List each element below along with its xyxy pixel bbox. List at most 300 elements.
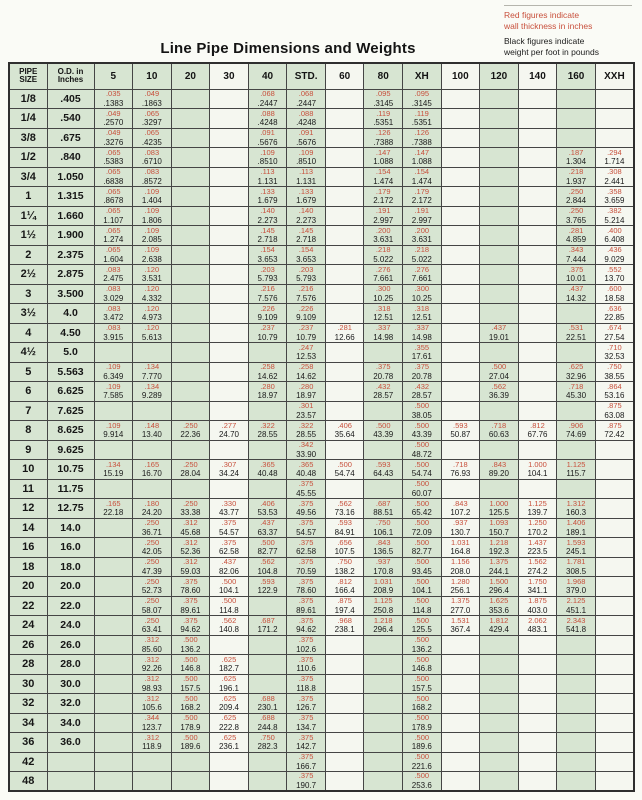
cell-r4-s140	[518, 167, 557, 187]
cell-r20-s160	[557, 479, 596, 499]
wall-thickness-value: .687	[260, 615, 275, 625]
cell-r34-std	[287, 752, 326, 772]
wall-thickness-value: .375	[298, 479, 314, 488]
pipe-size-value: 26	[9, 635, 47, 655]
cell-r35-s10	[133, 772, 172, 792]
wall-thickness-value: .375	[298, 732, 314, 742]
wall-thickness-value: .250	[183, 459, 198, 469]
cell-r20-s20	[171, 479, 210, 499]
weight-value: 47.39	[141, 566, 162, 576]
cell-r30-std	[287, 674, 326, 694]
cell-r32-xxh	[595, 713, 634, 733]
cell-r28-xxh	[595, 635, 634, 655]
wall-thickness-value: .237	[298, 323, 314, 332]
cell-r20-std	[287, 479, 326, 499]
cell-r2-s10	[133, 128, 172, 148]
wall-thickness-value: .109	[298, 147, 314, 157]
wall-thickness-value: .312	[144, 693, 160, 703]
cell-r21-s60	[325, 499, 364, 519]
wall-thickness-value: 1.375	[489, 557, 509, 566]
cell-r5-std	[287, 187, 326, 207]
cell-r4-s120	[480, 167, 519, 187]
cell-r0-s60	[325, 89, 364, 109]
table-row	[9, 382, 634, 402]
cell-r19-s140	[518, 460, 557, 480]
cell-r7-s10	[133, 226, 172, 246]
weight-value: .3145	[373, 98, 394, 108]
weight-value: .5676	[296, 137, 317, 147]
cell-r3-xh	[403, 148, 442, 168]
cell-r11-xh	[403, 304, 442, 324]
cell-r9-std	[287, 265, 326, 285]
wall-thickness-value: .968	[337, 615, 352, 625]
cell-r10-s140	[518, 284, 557, 304]
weight-value: 23.57	[296, 410, 317, 420]
wall-thickness-value: .088	[298, 108, 314, 118]
cell-r17-s140	[518, 421, 557, 441]
weight-value: 5.022	[373, 254, 394, 264]
wall-thickness-value: .247	[298, 342, 314, 352]
wall-thickness-value: 1.562	[528, 557, 547, 566]
weight-value: 114.8	[219, 605, 239, 615]
cell-r6-s80	[364, 206, 403, 226]
cell-r28-s100	[441, 635, 480, 655]
cell-r33-std	[287, 733, 326, 753]
od-value: 9.625	[47, 440, 94, 460]
wall-thickness-value: .165	[144, 459, 160, 469]
weight-value: 50.87	[450, 430, 471, 439]
table-body	[9, 89, 634, 791]
cell-r35-s140	[518, 772, 557, 792]
cell-r31-s30	[210, 694, 249, 714]
cell-r14-s5	[94, 362, 133, 382]
cell-r27-xxh	[595, 616, 634, 636]
weight-value: 2.997	[373, 215, 394, 225]
wall-thickness-value: .147	[414, 147, 430, 157]
wall-thickness-value: .276	[375, 264, 391, 274]
cell-r32-s20	[171, 713, 210, 733]
weight-value: 40.48	[296, 469, 317, 478]
pipe-size-value: 1/8	[9, 89, 47, 109]
weight-value: 136.5	[373, 547, 394, 556]
cell-r35-s30	[210, 772, 249, 792]
wall-thickness-value: .375	[298, 693, 314, 703]
table-row	[9, 616, 634, 636]
wall-thickness-value: .375	[221, 537, 237, 547]
cell-r27-s140	[518, 616, 557, 636]
weight-value: 40.48	[257, 469, 278, 478]
weight-value: 107.5	[334, 547, 355, 556]
cell-r2-xxh	[595, 128, 634, 148]
cell-r20-s60	[325, 479, 364, 499]
weight-value: 43.77	[218, 508, 239, 517]
weight-value: 43.39	[411, 430, 432, 439]
weight-value: 136.2	[180, 644, 201, 654]
cell-r5-s160	[557, 187, 596, 207]
wall-thickness-value: .500	[414, 693, 430, 703]
weight-value: 62.58	[218, 547, 239, 556]
cell-r24-s5	[94, 557, 133, 577]
table-row	[9, 460, 634, 480]
wall-thickness-value: .049	[105, 128, 121, 137]
weight-value: 110.6	[296, 664, 316, 673]
cell-r12-std	[287, 323, 326, 343]
cell-r11-s60	[325, 304, 364, 324]
cell-r23-s10	[133, 538, 172, 558]
table-row	[9, 596, 634, 616]
weight-value: .1383	[103, 98, 124, 108]
cell-r29-s40	[248, 655, 287, 675]
weight-value: 38.05	[411, 410, 432, 420]
od-value: .405	[47, 89, 94, 109]
weight-value: .3276	[103, 137, 124, 147]
cell-r24-s20	[171, 557, 210, 577]
wall-thickness-value: .140	[298, 206, 314, 215]
cell-r17-s60	[325, 421, 364, 441]
cell-r23-xh	[403, 538, 442, 558]
cell-r25-s10	[133, 577, 172, 597]
wall-thickness-value: .500	[183, 732, 198, 742]
wall-thickness-value: 1.375	[450, 596, 470, 605]
cell-r4-xxh	[595, 167, 634, 187]
weight-value: 82.77	[257, 547, 278, 556]
wall-thickness-value: .120	[144, 264, 160, 274]
cell-r31-s80	[364, 694, 403, 714]
pipe-size-value: 20	[9, 577, 47, 597]
weight-value: 10.25	[373, 293, 394, 303]
cell-r4-s160	[557, 167, 596, 187]
cell-r27-std	[287, 616, 326, 636]
wall-thickness-value: .375	[298, 518, 314, 527]
cell-r11-s120	[480, 304, 519, 324]
wall-thickness-value: .500	[375, 420, 391, 430]
cell-r29-s60	[325, 655, 364, 675]
cell-r18-s10	[133, 440, 172, 460]
cell-r6-s60	[325, 206, 364, 226]
weight-value: 27.04	[488, 371, 509, 381]
cell-r28-s60	[325, 635, 364, 655]
cell-r25-std	[287, 577, 326, 597]
cell-r13-s20	[171, 343, 210, 363]
wall-thickness-value: .322	[260, 420, 275, 430]
wall-thickness-value: .083	[105, 264, 121, 274]
wall-thickness-value: .500	[414, 401, 430, 410]
weight-value: 3.631	[411, 235, 432, 244]
weight-value: 63.37	[257, 527, 278, 537]
od-value: 4.0	[47, 304, 94, 324]
cell-r16-s30	[210, 401, 249, 421]
cell-r12-s60	[325, 323, 364, 343]
cell-r12-s140	[518, 323, 557, 343]
cell-r27-s10	[133, 616, 172, 636]
weight-value: 24.70	[218, 430, 239, 439]
cell-r23-s120	[480, 538, 519, 558]
weight-value: 89.61	[180, 605, 201, 615]
cell-r5-s10	[133, 187, 172, 207]
cell-r14-xxh	[595, 362, 634, 382]
cell-r34-s20	[171, 752, 210, 772]
cell-r29-s160	[557, 655, 596, 675]
weight-value: 45.55	[296, 488, 317, 498]
weight-value: 142.7	[296, 742, 317, 751]
od-value: 32.0	[47, 694, 94, 714]
cell-r9-xxh	[595, 265, 634, 285]
cell-r9-s100	[441, 265, 480, 285]
weight-value: 27.54	[604, 332, 625, 342]
weight-value: 85.60	[141, 644, 162, 654]
weight-value: 1.714	[604, 157, 625, 166]
cell-r22-s10	[133, 518, 172, 538]
wall-thickness-value: .065	[105, 147, 121, 157]
wall-thickness-value: .625	[221, 693, 237, 703]
cell-r29-s30	[210, 655, 249, 675]
weight-value: 2.475	[103, 274, 124, 283]
cell-r11-s5	[94, 304, 133, 324]
cell-r9-s140	[518, 265, 557, 285]
weight-value: 166.7	[296, 761, 317, 771]
wall-thickness-value: .250	[144, 518, 160, 527]
weight-value: 7.661	[373, 274, 394, 283]
wall-thickness-value: .750	[260, 732, 275, 742]
table-row	[9, 538, 634, 558]
cell-r16-s20	[171, 401, 210, 421]
cell-r19-std	[287, 460, 326, 480]
weight-value: 164.8	[450, 547, 471, 556]
cell-r0-s5	[94, 89, 133, 109]
cell-r32-s100	[441, 713, 480, 733]
cell-r6-s5	[94, 206, 133, 226]
wall-thickness-value: .250	[568, 206, 584, 215]
cell-r18-s100	[441, 440, 480, 460]
wall-thickness-value: .119	[376, 108, 391, 118]
cell-r1-s100	[441, 109, 480, 129]
cell-r6-s100	[441, 206, 480, 226]
cell-r15-s40	[248, 382, 287, 402]
cell-r26-xxh	[595, 596, 634, 616]
wall-thickness-value: .500	[414, 635, 430, 644]
weight-value: 253.6	[411, 780, 432, 790]
cell-r10-s10	[133, 284, 172, 304]
cell-r25-s20	[171, 577, 210, 597]
weight-value: .5676	[257, 137, 278, 147]
weight-value: 222.8	[218, 722, 239, 732]
weight-value: .8510	[257, 157, 278, 166]
cell-r20-s120	[480, 479, 519, 499]
weight-value: 125.5	[411, 625, 432, 634]
wall-thickness-value: .065	[144, 108, 160, 118]
wall-thickness-value: .250	[144, 615, 160, 625]
weight-value: 189.6	[411, 742, 432, 751]
cell-r35-s20	[171, 772, 210, 792]
wall-thickness-value: .718	[491, 420, 507, 430]
od-value: 8.625	[47, 421, 94, 441]
weight-value: 7.576	[257, 293, 278, 303]
cell-r22-s5	[94, 518, 133, 538]
weight-value: 54.57	[218, 527, 239, 537]
cell-r12-s20	[171, 323, 210, 343]
pipe-size-value: 2½	[9, 265, 47, 285]
table-header-row	[9, 63, 634, 89]
cell-r13-s10	[133, 343, 172, 363]
wall-thickness-value: .906	[568, 420, 584, 430]
cell-r12-s160	[557, 323, 596, 343]
cell-r29-s10	[133, 655, 172, 675]
wall-thickness-value: .375	[183, 596, 198, 605]
wall-thickness-value: .843	[375, 537, 391, 547]
od-value: 1.900	[47, 226, 94, 246]
weight-value: 12.66	[334, 332, 355, 342]
weight-value: .5351	[373, 118, 394, 127]
cell-r1-s10	[133, 109, 172, 129]
cell-r35-xxh	[595, 772, 634, 792]
cell-r2-xh	[403, 128, 442, 148]
weight-value: 13.40	[141, 430, 162, 439]
cell-r2-s40	[248, 128, 287, 148]
cell-r34-s160	[557, 752, 596, 772]
wall-thickness-value: .109	[144, 206, 160, 215]
cell-r14-std	[287, 362, 326, 382]
cell-r34-s30	[210, 752, 249, 772]
cell-r32-std	[287, 713, 326, 733]
cell-r17-xh	[403, 421, 442, 441]
wall-thickness-value: .088	[260, 108, 275, 118]
cell-r1-s40	[248, 109, 287, 129]
weight-value: 60.07	[411, 488, 432, 498]
cell-r7-s30	[210, 226, 249, 246]
cell-r16-s60	[325, 401, 364, 421]
table-row	[9, 694, 634, 714]
cell-r11-s80	[364, 304, 403, 324]
weight-value: 104.1	[218, 586, 239, 595]
wall-thickness-value: .342	[298, 440, 314, 449]
col-header-xxh: XXH	[595, 63, 634, 89]
cell-r1-std	[287, 109, 326, 129]
cell-r30-s30	[210, 674, 249, 694]
wall-thickness-value: .065	[105, 206, 121, 215]
pipe-size-value: 6	[9, 382, 47, 402]
od-value: 30.0	[47, 674, 94, 694]
weight-value: 5.022	[411, 254, 432, 264]
wall-thickness-value: .600	[607, 284, 622, 293]
cell-r6-std	[287, 206, 326, 226]
cell-r2-s30	[210, 128, 249, 148]
cell-r32-s140	[518, 713, 557, 733]
cell-r26-s140	[518, 596, 557, 616]
col-header-std: STD.	[287, 63, 326, 89]
wall-thickness-value: .312	[144, 732, 160, 742]
cell-r1-xh	[403, 109, 442, 129]
cell-r3-s100	[441, 148, 480, 168]
weight-value: 9.109	[296, 313, 317, 322]
cell-r23-xxh	[595, 538, 634, 558]
wall-thickness-value: .120	[144, 303, 160, 313]
weight-value: .7388	[411, 137, 432, 147]
wall-thickness-value: .688	[260, 693, 275, 703]
od-value: 28.0	[47, 655, 94, 675]
cell-r10-s80	[364, 284, 403, 304]
cell-r14-s40	[248, 362, 287, 382]
wall-thickness-value: 1.125	[566, 459, 586, 469]
wall-thickness-value: .500	[414, 713, 430, 722]
cell-r5-s120	[480, 187, 519, 207]
wall-thickness-value: .065	[105, 186, 121, 196]
cell-r14-s60	[325, 362, 364, 382]
cell-r3-s80	[364, 148, 403, 168]
cell-r7-s20	[171, 226, 210, 246]
cell-r2-s160	[557, 128, 596, 148]
weight-value: 118.9	[142, 742, 162, 751]
od-value: 10.75	[47, 460, 94, 480]
wall-thickness-value: .382	[607, 206, 622, 215]
pipe-size-value: 22	[9, 596, 47, 616]
weight-value: 53.16	[604, 391, 625, 400]
cell-r21-s120	[480, 499, 519, 519]
wall-thickness-value: .312	[144, 635, 160, 644]
cell-r8-s60	[325, 245, 364, 265]
weight-value: 78.60	[180, 586, 201, 595]
cell-r21-s140	[518, 499, 557, 519]
weight-value: 136.2	[411, 644, 432, 654]
weight-value: 22.18	[103, 508, 124, 517]
wall-thickness-value: .300	[414, 284, 430, 293]
cell-r3-s10	[133, 148, 172, 168]
cell-r6-s20	[171, 206, 210, 226]
weight-value: 64.43	[373, 469, 394, 478]
figure-legend	[504, 5, 632, 57]
wall-thickness-value: .281	[337, 323, 352, 332]
cell-r24-s30	[210, 557, 249, 577]
wall-thickness-value: .375	[298, 576, 314, 586]
cell-r13-s80	[364, 343, 403, 363]
cell-r30-s100	[441, 674, 480, 694]
cell-r9-s10	[133, 265, 172, 285]
wall-thickness-value: .625	[568, 362, 584, 371]
cell-r30-s10	[133, 674, 172, 694]
cell-r24-s60	[325, 557, 364, 577]
wall-thickness-value: .500	[414, 576, 430, 586]
cell-r20-s5	[94, 479, 133, 499]
weight-value: 49.56	[296, 508, 317, 517]
cell-r7-s60	[325, 226, 364, 246]
weight-value: 178.9	[180, 722, 201, 732]
weight-value: 28.57	[373, 391, 394, 400]
weight-value: 115.7	[566, 469, 586, 478]
cell-r1-s160	[557, 109, 596, 129]
weight-value: 4.973	[141, 313, 162, 322]
wall-thickness-value: .718	[453, 459, 468, 469]
weight-value: 5.214	[604, 215, 625, 225]
cell-r27-s120	[480, 616, 519, 636]
weight-value: 65.42	[411, 508, 432, 517]
table-row	[9, 265, 634, 285]
weight-value: 45.30	[566, 391, 587, 400]
cell-r10-s20	[171, 284, 210, 304]
weight-value: 2.273	[257, 215, 278, 225]
weight-value: 93.45	[411, 566, 432, 576]
cell-r6-s30	[210, 206, 249, 226]
cell-r26-s20	[171, 596, 210, 616]
cell-r1-s20	[171, 109, 210, 129]
cell-r10-std	[287, 284, 326, 304]
cell-r9-s120	[480, 265, 519, 285]
weight-value: 118.8	[296, 683, 316, 693]
weight-value: 3.631	[373, 235, 394, 244]
weight-value: 84.91	[334, 527, 355, 537]
cell-r4-s100	[441, 167, 480, 187]
weight-value: 1.474	[373, 176, 394, 186]
cell-r28-s160	[557, 635, 596, 655]
cell-r7-xh	[403, 226, 442, 246]
